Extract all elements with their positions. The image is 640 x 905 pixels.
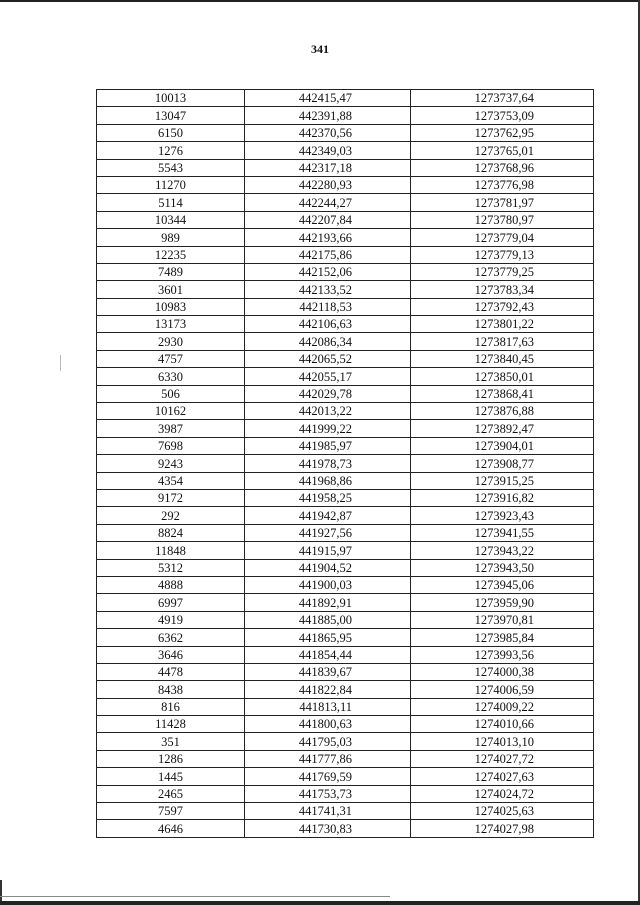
table-row xyxy=(97,594,594,611)
x-coordinate-cell: 441813,11 xyxy=(245,698,411,715)
y-coordinate-cell: 1273779,13 xyxy=(411,246,594,263)
point-number-cell: 4888 xyxy=(97,576,245,593)
y-coordinate-cell: 1274027,63 xyxy=(411,768,594,785)
point-number-cell: 6330 xyxy=(97,368,245,385)
coordinates-table-body xyxy=(97,90,594,838)
x-coordinate-cell: 441854,44 xyxy=(245,646,411,663)
table-row xyxy=(97,385,594,402)
y-coordinate-cell: 1273765,01 xyxy=(411,142,594,159)
x-coordinate-cell: 441942,87 xyxy=(245,507,411,524)
y-coordinate-cell: 1273779,04 xyxy=(411,229,594,246)
y-coordinate-cell: 1273892,47 xyxy=(411,420,594,437)
table-row xyxy=(97,559,594,576)
y-coordinate-cell: 1273780,97 xyxy=(411,211,594,228)
x-coordinate-cell: 441968,86 xyxy=(245,472,411,489)
point-number-cell: 4478 xyxy=(97,663,245,680)
table-row xyxy=(97,316,594,333)
y-coordinate-cell: 1273985,84 xyxy=(411,629,594,646)
table-row xyxy=(97,681,594,698)
y-coordinate-cell: 1274009,22 xyxy=(411,698,594,715)
y-coordinate-cell: 1273753,09 xyxy=(411,107,594,124)
point-number-cell: 9172 xyxy=(97,489,245,506)
x-coordinate-cell: 442118,53 xyxy=(245,298,411,315)
table-row xyxy=(97,281,594,298)
table-row xyxy=(97,333,594,350)
x-coordinate-cell: 441741,31 xyxy=(245,803,411,820)
x-coordinate-cell: 441915,97 xyxy=(245,542,411,559)
point-number-cell: 816 xyxy=(97,698,245,715)
x-coordinate-cell: 441795,03 xyxy=(245,733,411,750)
table-row xyxy=(97,611,594,628)
x-coordinate-cell: 442029,78 xyxy=(245,385,411,402)
point-number-cell: 3646 xyxy=(97,646,245,663)
table-row xyxy=(97,768,594,785)
x-coordinate-cell: 441730,83 xyxy=(245,820,411,837)
point-number-cell: 7597 xyxy=(97,803,245,820)
table-row xyxy=(97,698,594,715)
table-row xyxy=(97,629,594,646)
point-number-cell: 5114 xyxy=(97,194,245,211)
x-coordinate-cell: 442175,86 xyxy=(245,246,411,263)
y-coordinate-cell: 1273792,43 xyxy=(411,298,594,315)
point-number-cell: 4354 xyxy=(97,472,245,489)
y-coordinate-cell: 1274027,72 xyxy=(411,750,594,767)
x-coordinate-cell: 441865,95 xyxy=(245,629,411,646)
point-number-cell: 8824 xyxy=(97,524,245,541)
y-coordinate-cell: 1273945,06 xyxy=(411,576,594,593)
y-coordinate-cell: 1273941,55 xyxy=(411,524,594,541)
y-coordinate-cell: 1273916,82 xyxy=(411,489,594,506)
table-row xyxy=(97,524,594,541)
table-row xyxy=(97,646,594,663)
x-coordinate-cell: 441885,00 xyxy=(245,611,411,628)
table-row xyxy=(97,246,594,263)
table-row xyxy=(97,368,594,385)
y-coordinate-cell: 1273762,95 xyxy=(411,124,594,141)
x-coordinate-cell: 441777,86 xyxy=(245,750,411,767)
table-row xyxy=(97,472,594,489)
point-number-cell: 351 xyxy=(97,733,245,750)
table-row xyxy=(97,229,594,246)
y-coordinate-cell: 1273850,01 xyxy=(411,368,594,385)
point-number-cell: 12235 xyxy=(97,246,245,263)
point-number-cell: 292 xyxy=(97,507,245,524)
x-coordinate-cell: 442106,63 xyxy=(245,316,411,333)
table-row xyxy=(97,420,594,437)
table-row xyxy=(97,350,594,367)
y-coordinate-cell: 1274013,10 xyxy=(411,733,594,750)
table-row xyxy=(97,750,594,767)
table-row xyxy=(97,263,594,280)
y-coordinate-cell: 1273840,45 xyxy=(411,350,594,367)
table-row xyxy=(97,159,594,176)
table-row xyxy=(97,403,594,420)
x-coordinate-cell: 441800,63 xyxy=(245,716,411,733)
table-row xyxy=(97,142,594,159)
page-number: 341 xyxy=(311,42,329,56)
table-row xyxy=(97,489,594,506)
x-coordinate-cell: 441904,52 xyxy=(245,559,411,576)
table-row xyxy=(97,107,594,124)
x-coordinate-cell: 441753,73 xyxy=(245,785,411,802)
point-number-cell: 11428 xyxy=(97,716,245,733)
x-coordinate-cell: 442415,47 xyxy=(245,90,411,107)
table-row xyxy=(97,785,594,802)
y-coordinate-cell: 1274024,72 xyxy=(411,785,594,802)
x-coordinate-cell: 442086,34 xyxy=(245,333,411,350)
y-coordinate-cell: 1274010,66 xyxy=(411,716,594,733)
point-number-cell: 6150 xyxy=(97,124,245,141)
y-coordinate-cell: 1273908,77 xyxy=(411,455,594,472)
coordinates-table xyxy=(96,89,594,838)
x-coordinate-cell: 441839,67 xyxy=(245,663,411,680)
x-coordinate-cell: 441999,22 xyxy=(245,420,411,437)
point-number-cell: 1445 xyxy=(97,768,245,785)
point-number-cell: 8438 xyxy=(97,681,245,698)
point-number-cell: 989 xyxy=(97,229,245,246)
table-row xyxy=(97,716,594,733)
y-coordinate-cell: 1273779,25 xyxy=(411,263,594,280)
table-row xyxy=(97,576,594,593)
y-coordinate-cell: 1273876,88 xyxy=(411,403,594,420)
x-coordinate-cell: 441769,59 xyxy=(245,768,411,785)
x-coordinate-cell: 441958,25 xyxy=(245,489,411,506)
table-row xyxy=(97,733,594,750)
table-row xyxy=(97,194,594,211)
x-coordinate-cell: 441985,97 xyxy=(245,437,411,454)
point-number-cell: 7489 xyxy=(97,263,245,280)
y-coordinate-cell: 1273923,43 xyxy=(411,507,594,524)
table-row xyxy=(97,176,594,193)
point-number-cell: 506 xyxy=(97,385,245,402)
y-coordinate-cell: 1273943,22 xyxy=(411,542,594,559)
point-number-cell: 5312 xyxy=(97,559,245,576)
y-coordinate-cell: 1274027,98 xyxy=(411,820,594,837)
y-coordinate-cell: 1273781,97 xyxy=(411,194,594,211)
scan-edge-top xyxy=(0,0,640,2)
x-coordinate-cell: 441900,03 xyxy=(245,576,411,593)
x-coordinate-cell: 442013,22 xyxy=(245,403,411,420)
point-number-cell: 4919 xyxy=(97,611,245,628)
point-number-cell: 13173 xyxy=(97,316,245,333)
table-row xyxy=(97,507,594,524)
point-number-cell: 13047 xyxy=(97,107,245,124)
point-number-cell: 2930 xyxy=(97,333,245,350)
table-row xyxy=(97,90,594,107)
point-number-cell: 6997 xyxy=(97,594,245,611)
x-coordinate-cell: 442055,17 xyxy=(245,368,411,385)
y-coordinate-cell: 1273768,96 xyxy=(411,159,594,176)
y-coordinate-cell: 1273776,98 xyxy=(411,176,594,193)
point-number-cell: 3987 xyxy=(97,420,245,437)
point-number-cell: 2465 xyxy=(97,785,245,802)
x-coordinate-cell: 441892,91 xyxy=(245,594,411,611)
y-coordinate-cell: 1273959,90 xyxy=(411,594,594,611)
x-coordinate-cell: 441978,73 xyxy=(245,455,411,472)
y-coordinate-cell: 1273970,81 xyxy=(411,611,594,628)
y-coordinate-cell: 1274000,38 xyxy=(411,663,594,680)
scan-edge-bottom-thin xyxy=(0,896,390,897)
scan-edge-bottom xyxy=(0,901,640,905)
y-coordinate-cell: 1273943,50 xyxy=(411,559,594,576)
table-row xyxy=(97,820,594,837)
x-coordinate-cell: 442152,06 xyxy=(245,263,411,280)
y-coordinate-cell: 1273783,34 xyxy=(411,281,594,298)
point-number-cell: 10162 xyxy=(97,403,245,420)
table-row xyxy=(97,124,594,141)
y-coordinate-cell: 1274006,59 xyxy=(411,681,594,698)
table-row xyxy=(97,663,594,680)
table-row xyxy=(97,298,594,315)
point-number-cell: 9243 xyxy=(97,455,245,472)
y-coordinate-cell: 1273737,64 xyxy=(411,90,594,107)
y-coordinate-cell: 1274025,63 xyxy=(411,803,594,820)
table-row xyxy=(97,211,594,228)
point-number-cell: 1286 xyxy=(97,750,245,767)
table-row xyxy=(97,803,594,820)
point-number-cell: 4646 xyxy=(97,820,245,837)
point-number-cell: 10013 xyxy=(97,90,245,107)
x-coordinate-cell: 442207,84 xyxy=(245,211,411,228)
x-coordinate-cell: 441822,84 xyxy=(245,681,411,698)
point-number-cell: 11848 xyxy=(97,542,245,559)
point-number-cell: 10983 xyxy=(97,298,245,315)
table-row xyxy=(97,455,594,472)
y-coordinate-cell: 1273868,41 xyxy=(411,385,594,402)
y-coordinate-cell: 1273817,63 xyxy=(411,333,594,350)
x-coordinate-cell: 441927,56 xyxy=(245,524,411,541)
table-row xyxy=(97,542,594,559)
table-row xyxy=(97,437,594,454)
point-number-cell: 3601 xyxy=(97,281,245,298)
x-coordinate-cell: 442244,27 xyxy=(245,194,411,211)
x-coordinate-cell: 442370,56 xyxy=(245,124,411,141)
x-coordinate-cell: 442391,88 xyxy=(245,107,411,124)
point-number-cell: 11270 xyxy=(97,176,245,193)
point-number-cell: 10344 xyxy=(97,211,245,228)
y-coordinate-cell: 1273904,01 xyxy=(411,437,594,454)
point-number-cell: 1276 xyxy=(97,142,245,159)
point-number-cell: 4757 xyxy=(97,350,245,367)
margin-mark xyxy=(60,355,61,371)
point-number-cell: 6362 xyxy=(97,629,245,646)
x-coordinate-cell: 442133,52 xyxy=(245,281,411,298)
x-coordinate-cell: 442317,18 xyxy=(245,159,411,176)
point-number-cell: 7698 xyxy=(97,437,245,454)
x-coordinate-cell: 442349,03 xyxy=(245,142,411,159)
point-number-cell: 5543 xyxy=(97,159,245,176)
y-coordinate-cell: 1273993,56 xyxy=(411,646,594,663)
x-coordinate-cell: 442065,52 xyxy=(245,350,411,367)
x-coordinate-cell: 442280,93 xyxy=(245,176,411,193)
x-coordinate-cell: 442193,66 xyxy=(245,229,411,246)
y-coordinate-cell: 1273801,22 xyxy=(411,316,594,333)
y-coordinate-cell: 1273915,25 xyxy=(411,472,594,489)
